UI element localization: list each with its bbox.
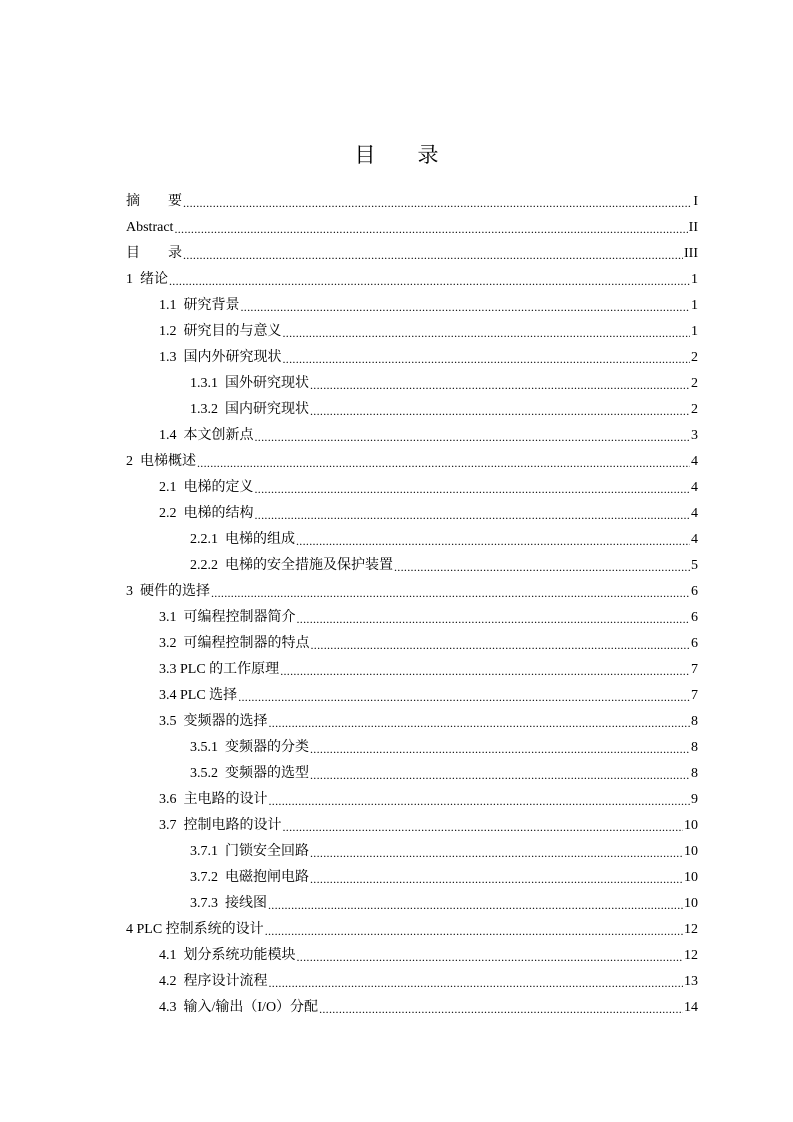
- toc-entry[interactable]: [126, 604, 698, 630]
- toc-entry-label: 4 PLC 控制系统的设计: [126, 922, 264, 937]
- toc-entry[interactable]: [126, 292, 698, 318]
- toc-entry[interactable]: [126, 188, 698, 214]
- toc-entry-label: 3.7.1 门锁安全回路: [190, 844, 309, 859]
- toc-dot-leader: [269, 977, 684, 989]
- toc-entry-page-number: 12: [684, 922, 698, 937]
- toc-dot-leader: [296, 535, 690, 547]
- toc-entry[interactable]: [126, 396, 698, 422]
- toc-entry-page-number: 4: [691, 506, 698, 521]
- toc-entry-label: 3.2 可编程控制器的特点: [159, 636, 310, 651]
- toc-entry-page-number: 10: [684, 896, 698, 911]
- toc-entry-label: 3.5.2 变频器的选型: [190, 766, 309, 781]
- toc-dot-leader: [174, 223, 687, 235]
- toc-dot-leader: [183, 197, 692, 209]
- toc-entry[interactable]: [126, 370, 698, 396]
- toc-dot-leader: [183, 249, 683, 261]
- toc-entry-page-number: 7: [691, 662, 698, 677]
- toc-dot-leader: [238, 691, 690, 703]
- toc-entry[interactable]: [126, 812, 698, 838]
- toc-entry-label: 2.2.2 电梯的安全措施及保护装置: [190, 558, 393, 573]
- toc-entry-page-number: 8: [691, 714, 698, 729]
- toc-entry-label: 摘 要: [126, 194, 182, 209]
- toc-entry[interactable]: [126, 526, 698, 552]
- toc-entry-label: 4.3 输入/输出（I/O）分配: [159, 1000, 319, 1015]
- toc-entry[interactable]: [126, 916, 698, 942]
- toc-entry[interactable]: [126, 890, 698, 916]
- toc-entry[interactable]: [126, 630, 698, 656]
- toc-dot-leader: [269, 795, 691, 807]
- toc-dot-leader: [169, 275, 690, 287]
- toc-entry[interactable]: [126, 682, 698, 708]
- toc-entry-label: 1.4 本文创新点: [159, 428, 254, 443]
- toc-entry-label: 2.2 电梯的结构: [159, 506, 254, 521]
- toc-entry[interactable]: [126, 864, 698, 890]
- toc-entry[interactable]: [126, 448, 698, 474]
- toc-entry-label: 3.7.2 电磁抱闸电路: [190, 870, 309, 885]
- toc-entry-label: 1.1 研究背景: [159, 298, 240, 313]
- toc-entry-page-number: 12: [684, 948, 698, 963]
- toc-entry-page-number: 10: [684, 870, 698, 885]
- toc-entry-page-number: 4: [691, 480, 698, 495]
- toc-entry[interactable]: [126, 734, 698, 760]
- toc-dot-leader: [280, 665, 690, 677]
- toc-entry-page-number: 9: [691, 792, 698, 807]
- toc-entry-page-number: II: [688, 220, 698, 235]
- toc-entry-page-number: 1: [691, 272, 698, 287]
- toc-entry[interactable]: [126, 656, 698, 682]
- toc-entry-page-number: 2: [691, 376, 698, 391]
- toc-entry-label: 目 录: [126, 246, 182, 261]
- toc-entry[interactable]: [126, 552, 698, 578]
- toc-dot-leader: [310, 379, 690, 391]
- toc-entry-page-number: 3: [691, 428, 698, 443]
- toc-entry-page-number: 4: [691, 532, 698, 547]
- toc-entry-label: Abstract: [126, 220, 174, 235]
- toc-entry-label: 3.7.3 接线图: [190, 896, 267, 911]
- toc-entry-page-number: I: [693, 194, 698, 209]
- toc-entry-label: 3 硬件的选择: [126, 584, 210, 599]
- toc-entry[interactable]: [126, 344, 698, 370]
- toc-entry-label: 3.7 控制电路的设计: [159, 818, 282, 833]
- toc-dot-leader: [297, 951, 684, 963]
- toc-entry-label: 1.2 研究目的与意义: [159, 324, 282, 339]
- toc-entry-label: 1.3 国内外研究现状: [159, 350, 282, 365]
- toc-entry-label: 1 绪论: [126, 272, 168, 287]
- toc-dot-leader: [255, 509, 691, 521]
- toc-entry-label: 4.1 划分系统功能模块: [159, 948, 296, 963]
- toc-dot-leader: [265, 925, 683, 937]
- toc-entry[interactable]: [126, 708, 698, 734]
- toc-entry-page-number: 6: [691, 610, 698, 625]
- toc-dot-leader: [310, 743, 690, 755]
- page-title: 目 录: [354, 143, 439, 167]
- toc-entry-page-number: 8: [691, 766, 698, 781]
- toc-entry-label: 4.2 程序设计流程: [159, 974, 268, 989]
- toc-entry[interactable]: [126, 474, 698, 500]
- toc-entry[interactable]: [126, 318, 698, 344]
- toc-entry-page-number: 13: [684, 974, 698, 989]
- toc-entry-page-number: 4: [691, 454, 698, 469]
- toc-dot-leader: [297, 613, 691, 625]
- toc-entry[interactable]: [126, 838, 698, 864]
- toc-entry-page-number: 2: [691, 402, 698, 417]
- toc-dot-leader: [241, 301, 691, 313]
- toc-entry[interactable]: [126, 942, 698, 968]
- toc-entry[interactable]: [126, 240, 698, 266]
- toc-entry-page-number: 6: [691, 584, 698, 599]
- toc-entry[interactable]: [126, 994, 698, 1020]
- toc-dot-leader: [211, 587, 690, 599]
- toc-entry-label: 3.1 可编程控制器简介: [159, 610, 296, 625]
- toc-entry-page-number: 1: [691, 298, 698, 313]
- toc-dot-leader: [255, 431, 691, 443]
- toc-entry-page-number: III: [684, 246, 698, 261]
- toc-dot-leader: [283, 353, 691, 365]
- toc-dot-leader: [197, 457, 690, 469]
- toc-entry-label: 1.3.2 国内研究现状: [190, 402, 309, 417]
- toc-entry-page-number: 6: [691, 636, 698, 651]
- toc-entry-page-number: 7: [691, 688, 698, 703]
- toc-entry[interactable]: [126, 578, 698, 604]
- toc-entry-page-number: 8: [691, 740, 698, 755]
- toc-dot-leader: [283, 821, 684, 833]
- toc-entry-label: 1.3.1 国外研究现状: [190, 376, 309, 391]
- toc-entry[interactable]: [126, 266, 698, 292]
- toc-entry-label: 3.6 主电路的设计: [159, 792, 268, 807]
- toc-dot-leader: [268, 899, 683, 911]
- toc-entry-page-number: 14: [684, 1000, 698, 1015]
- toc-entry[interactable]: [126, 422, 698, 448]
- toc-entry-page-number: 10: [684, 818, 698, 833]
- toc-dot-leader: [310, 873, 683, 885]
- toc-dot-leader: [269, 717, 691, 729]
- toc-entry-label: 3.4 PLC 选择: [159, 688, 238, 703]
- toc-dot-leader: [319, 1003, 683, 1015]
- toc-entry[interactable]: [126, 500, 698, 526]
- toc-entry-label: 2.2.1 电梯的组成: [190, 532, 295, 547]
- toc-entry-page-number: 2: [691, 350, 698, 365]
- toc-entry-page-number: 10: [684, 844, 698, 859]
- toc-dot-leader: [283, 327, 691, 339]
- toc-entry-label: 3.3 PLC 的工作原理: [159, 662, 280, 677]
- toc-dot-leader: [310, 847, 683, 859]
- toc-entry[interactable]: [126, 760, 698, 786]
- toc-entry-page-number: 1: [691, 324, 698, 339]
- table-of-contents: [126, 188, 698, 1020]
- toc-entry-label: 2 电梯概述: [126, 454, 196, 469]
- toc-entry[interactable]: [126, 214, 698, 240]
- toc-dot-leader: [255, 483, 691, 495]
- toc-entry[interactable]: [126, 968, 698, 994]
- toc-entry-label: 3.5 变频器的选择: [159, 714, 268, 729]
- toc-dot-leader: [311, 639, 691, 651]
- toc-entry-label: 2.1 电梯的定义: [159, 480, 254, 495]
- toc-dot-leader: [310, 405, 690, 417]
- toc-entry-page-number: 5: [691, 558, 698, 573]
- toc-dot-leader: [394, 561, 690, 573]
- toc-entry[interactable]: [126, 786, 698, 812]
- toc-dot-leader: [310, 769, 690, 781]
- toc-entry-label: 3.5.1 变频器的分类: [190, 740, 309, 755]
